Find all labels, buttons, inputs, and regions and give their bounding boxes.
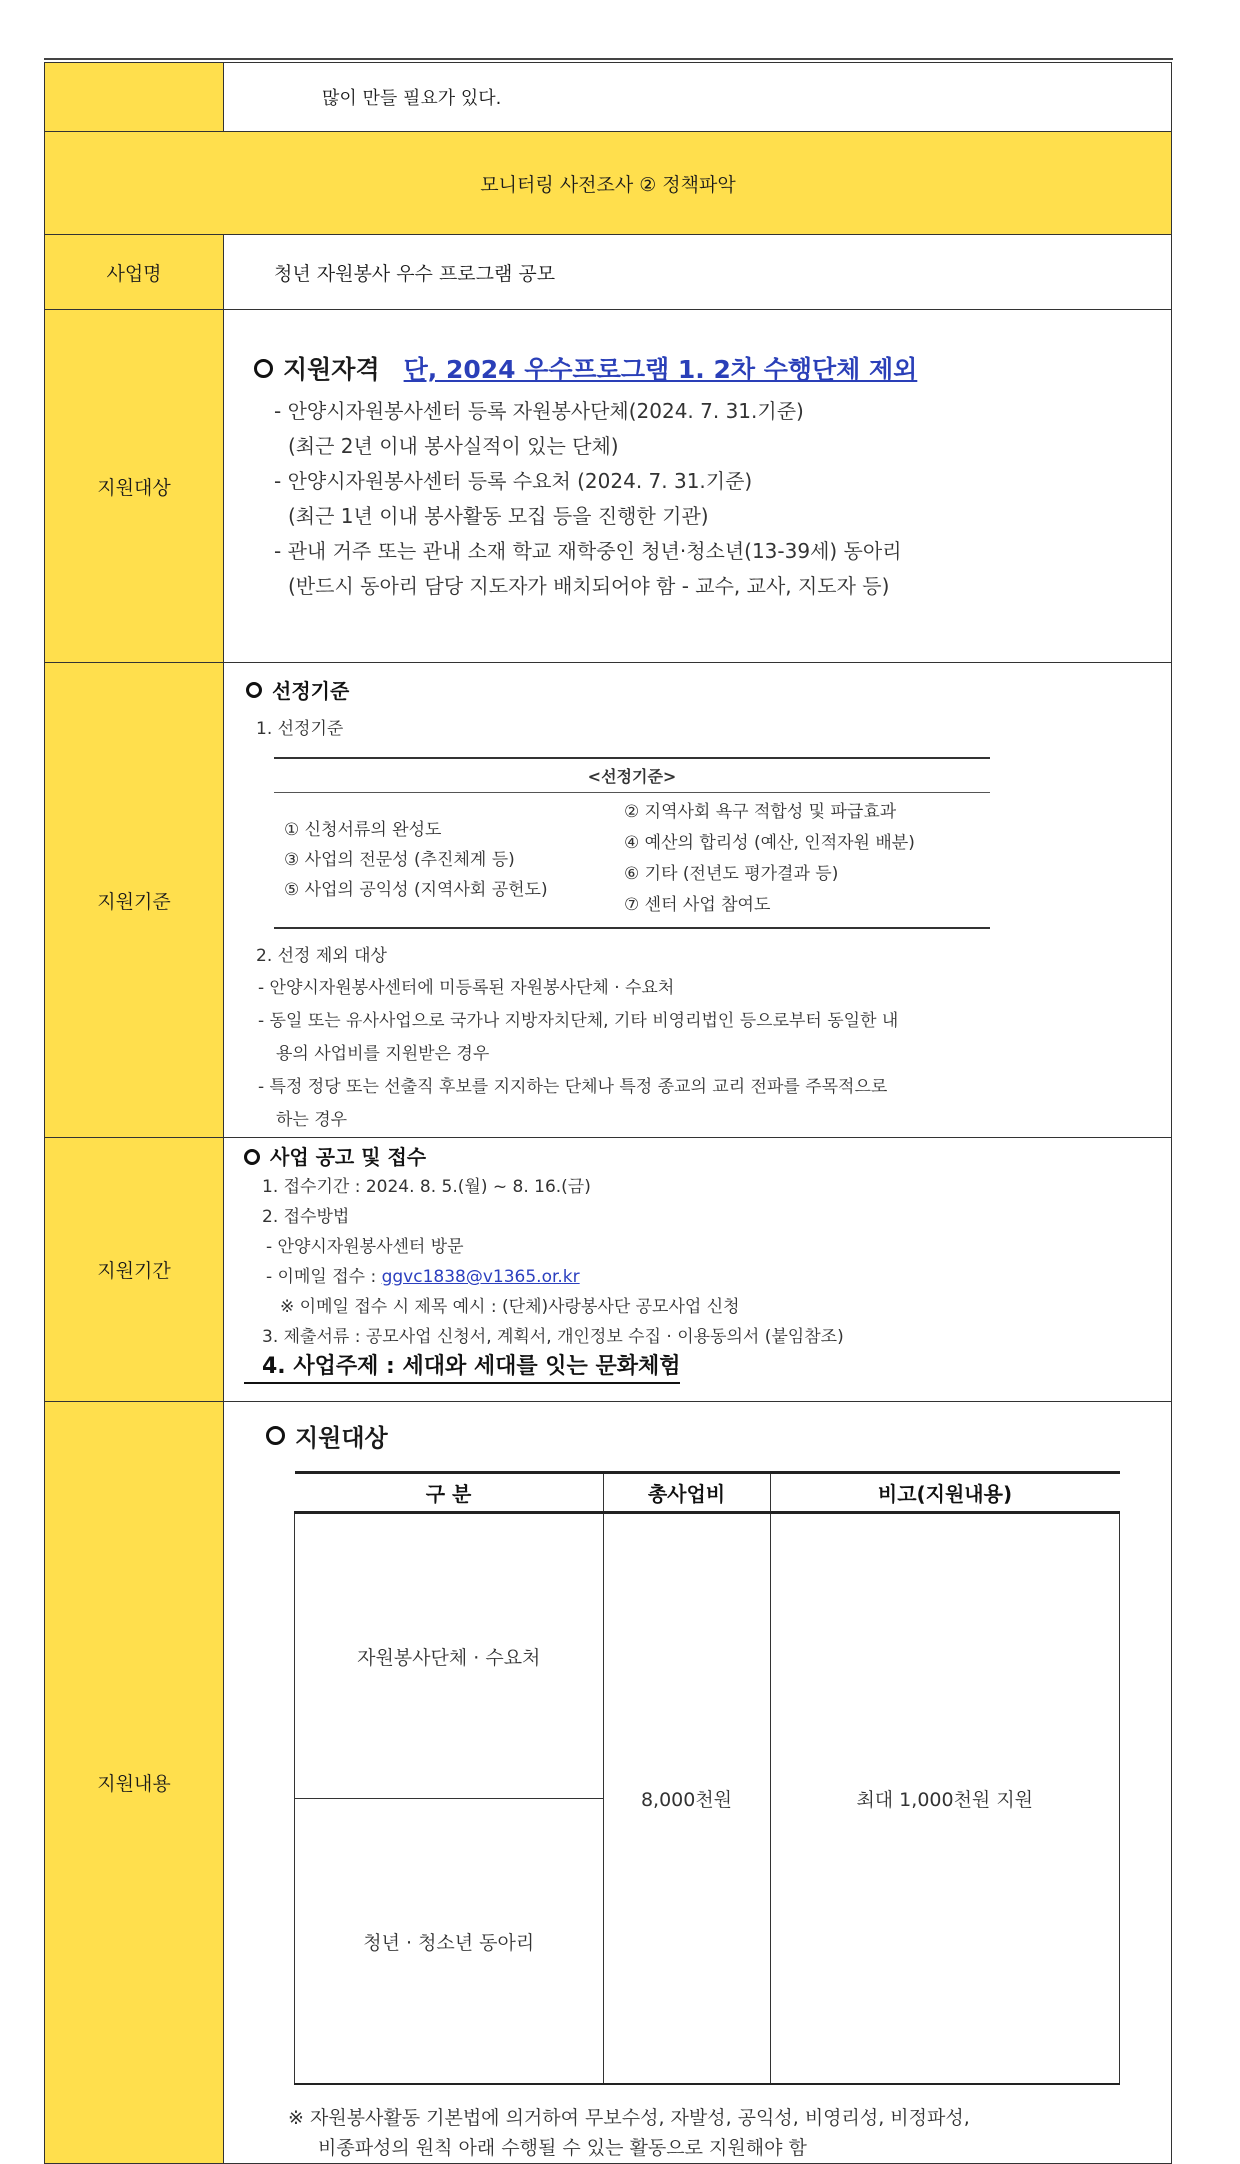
period-line: 3. 제출서류 : 공모사업 신청서, 계획서, 개인정보 수집 · 이용동의서 (붙임참조) [262,1327,844,1347]
eligibility-line: - 관내 거주 또는 관내 소재 학교 재학중인 청년·청소년(13-39세) 동아리 [274,539,902,563]
criteria-item: ③ 사업의 전문성 (추진체계 등) [284,850,515,870]
support-header: 총사업비 [603,1473,770,1513]
period-line: - 안양시자원봉사센터 방문 [266,1237,464,1257]
criteria-heading: 선정기준 [272,679,350,703]
content-label: 지원내용 [45,1402,224,2164]
exclusion-line: - 특정 정당 또는 선출직 후보를 지지하는 단체나 특정 종교의 교리 전파를 주목적으로 [258,1077,888,1097]
business-value-cell [224,235,1172,310]
criteria-item: ② 지역사회 욕구 적합성 및 파급효과 [624,802,897,822]
criteria-sub2: 2. 선정 제외 대상 [256,946,387,966]
continuation-text: 많이 만들 필요가 있다. [322,88,502,109]
empty-label-cell [45,63,224,132]
row-continuation [45,63,1172,132]
policy-document-table [44,62,1172,2164]
content-heading: 지원대상 [295,1424,388,1452]
support-category: 자원봉사단체 · 수요처 [295,1513,604,1799]
criteria-item: ④ 예산의 합리성 (예산, 인적자원 배분) [624,833,915,853]
circle-bullet-icon [254,359,273,378]
period-line: 2. 접수방법 [262,1207,350,1227]
circle-bullet-icon [266,1426,285,1445]
support-table [294,1471,1120,2085]
period-email-line [244,1262,1171,1292]
period-heading: 사업 공고 및 접수 [270,1145,427,1169]
top-rule [44,58,1173,60]
note-line: ※ 자원봉사활동 기본법에 의거하여 무보수성, 자발성, 공익성, 비영리성, 비정파성, [288,2107,970,2129]
note-line: 비종파성의 원칙 아래 수행될 수 있는 활동으로 지원해야 함 [318,2137,807,2159]
criteria-box-title: <선정기준> [274,759,990,793]
criteria-sub1: 1. 선정기준 [256,719,344,739]
support-category: 청년 · 청소년 동아리 [295,1799,604,2085]
exclusion-line: - 동일 또는 유사사업으로 국가나 지방자치단체, 기타 비영리법인 등으로부터 동일한 내 [258,1011,899,1031]
criteria-label: 지원기준 [45,663,224,1138]
criteria-left-list [274,797,624,921]
business-label: 사업명 [45,235,224,310]
business-value: 청년 자원봉사 우수 프로그램 공모 [274,262,556,285]
support-header: 비고(지원내용) [877,1482,1013,1506]
eligibility-lines [254,394,1171,604]
criteria-box [274,757,990,929]
criteria-item: ⑤ 사업의 공익성 (지역사회 공헌도) [284,880,548,900]
eligibility-line: - 안양시자원봉사센터 등록 자원봉사단체(2024. 7. 31.기준) [274,399,804,423]
support-total-budget: 8,000천원 [603,1513,770,2085]
content-heading-row [266,1418,1171,1453]
content-note [288,2103,1171,2163]
criteria-item: ⑥ 기타 (전년도 평가결과 등) [624,864,839,884]
eligibility-line: (최근 1년 이내 봉사활동 모집 등을 진행한 기관) [288,504,709,528]
period-label: 지원기간 [45,1138,224,1402]
circle-bullet-icon [244,1149,260,1165]
row-section-header [45,132,1172,235]
continuation-cell [224,63,1172,132]
period-line: 1. 접수기간 : 2024. 8. 5.(월) ~ 8. 16.(금) [262,1177,591,1197]
row-content [45,1402,1172,2164]
email-prefix: - 이메일 접수 : [266,1267,382,1287]
eligibility-label: 지원대상 [45,310,224,663]
row-eligibility [45,310,1172,663]
exclusion-line: - 안양시자원봉사센터에 미등록된 자원봉사단체 · 수요처 [258,978,675,998]
criteria-cell [224,663,1172,1138]
eligibility-heading-row [254,350,1171,386]
criteria-heading-row [246,675,1171,704]
criteria-item: ① 신청서류의 완성도 [284,820,442,840]
period-line: ※ 이메일 접수 시 제목 예시 : (단체)사랑봉사단 공모사업 신청 [280,1297,740,1317]
exclusion-line: 하는 경우 [276,1110,348,1130]
support-amount: 최대 1,000천원 지원 [770,1513,1120,2085]
eligibility-line: (최근 2년 이내 봉사실적이 있는 단체) [288,434,619,458]
eligibility-line: - 안양시자원봉사센터 등록 수요처 (2024. 7. 31.기준) [274,469,753,493]
row-business-name [45,235,1172,310]
criteria-exclusions [246,972,1171,1137]
row-period [45,1138,1172,1402]
criteria-item: ⑦ 센터 사업 참여도 [624,895,771,915]
eligibility-cell [224,310,1172,663]
email-link[interactable]: ggvc1838@v1365.or.kr [381,1267,580,1287]
period-cell [224,1138,1172,1402]
exclusion-line: 용의 사업비를 지원받은 경우 [276,1044,490,1064]
content-cell [224,1402,1172,2164]
circle-bullet-icon [246,682,262,698]
eligibility-exclusion-note: 단, 2024 우수프로그램 1. 2차 수행단체 제외 [403,355,918,384]
support-header: 구 분 [295,1473,604,1513]
eligibility-line: (반드시 동아리 담당 지도자가 배치되어야 함 - 교수, 교사, 지도자 등) [288,574,890,598]
row-criteria [45,663,1172,1138]
criteria-right-list [624,797,915,921]
eligibility-heading: 지원자격 [283,355,380,384]
period-topic: 4. 사업주제 : 세대와 세대를 잇는 문화체험 [244,1352,680,1384]
period-heading-row [244,1142,1171,1172]
section-header: 모니터링 사전조사 ② 정책파악 [45,132,1172,235]
